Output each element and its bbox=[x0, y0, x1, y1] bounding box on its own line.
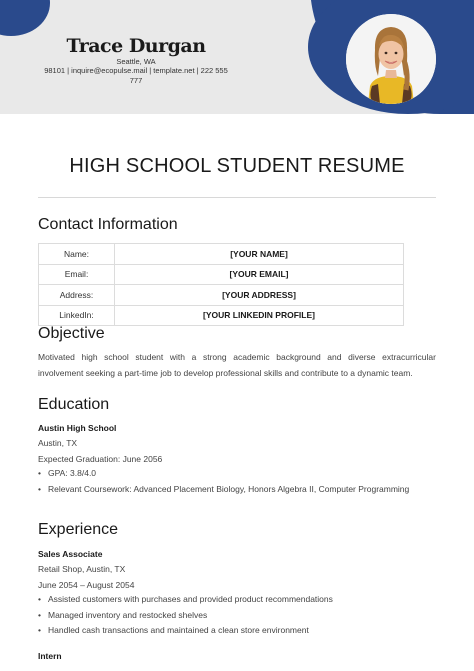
table-cell-value: [YOUR ADDRESS] bbox=[115, 285, 404, 306]
school-name: Austin High School bbox=[38, 423, 117, 433]
table-cell-value: [YOUR NAME] bbox=[115, 244, 404, 265]
decorative-circle bbox=[0, 0, 50, 36]
list-item: • Managed inventory and restocked shelves bbox=[38, 608, 436, 624]
table-cell-label: Email: bbox=[39, 264, 115, 285]
profile-photo bbox=[346, 14, 436, 104]
contact-table bbox=[38, 243, 404, 326]
education-bullets bbox=[38, 466, 436, 497]
divider bbox=[38, 197, 436, 198]
table-cell-label: LinkedIn: bbox=[39, 305, 115, 326]
table-cell-label: Address: bbox=[39, 285, 115, 306]
candidate-name: Trace Durgan bbox=[66, 35, 206, 57]
candidate-contact: 98101 | inquire@ecopulse.mail | template.net | 222 555 777 bbox=[44, 66, 228, 85]
table-cell-value: [YOUR LINKEDIN PROFILE] bbox=[115, 305, 404, 326]
school-location: Austin, TX bbox=[38, 438, 78, 448]
list-item: • GPA: 3.8/4.0 bbox=[38, 466, 436, 482]
job-place: Retail Shop, Austin, TX bbox=[38, 564, 126, 574]
table-row bbox=[39, 264, 404, 285]
table-cell-label: Name: bbox=[39, 244, 115, 265]
objective-heading: Objective bbox=[38, 325, 105, 342]
table-row bbox=[39, 305, 404, 326]
list-item: • Assisted customers with purchases and provided product recommendations bbox=[38, 592, 436, 608]
contact-heading: Contact Information bbox=[38, 216, 178, 233]
candidate-location: Seattle, WA bbox=[116, 57, 156, 66]
experience-bullets bbox=[38, 592, 436, 639]
table-row bbox=[39, 285, 404, 306]
page-title: HIGH SCHOOL STUDENT RESUME bbox=[69, 155, 405, 177]
table-cell-value: [YOUR EMAIL] bbox=[115, 264, 404, 285]
graduation-date: Expected Graduation: June 2056 bbox=[38, 454, 163, 464]
experience-heading: Experience bbox=[38, 521, 119, 538]
education-heading: Education bbox=[38, 396, 110, 413]
list-item: • Handled cash transactions and maintained a clean store environment bbox=[38, 623, 436, 639]
resume-header bbox=[0, 0, 474, 114]
job-dates: June 2054 – August 2054 bbox=[38, 580, 135, 590]
job-title: Sales Associate bbox=[38, 549, 103, 559]
profile-photo-illustration bbox=[346, 14, 436, 104]
job-title: Intern bbox=[38, 651, 62, 661]
table-row bbox=[39, 244, 404, 265]
objective-text: Motivated high school student with a strong academic background and diverse extracurricular involvement seeking a part-time job to develop professional skills and contribute to a dynamic team. bbox=[38, 352, 436, 378]
list-item: • Relevant Coursework: Advanced Placement Biology, Honors Algebra II, Computer Programming bbox=[38, 482, 436, 498]
